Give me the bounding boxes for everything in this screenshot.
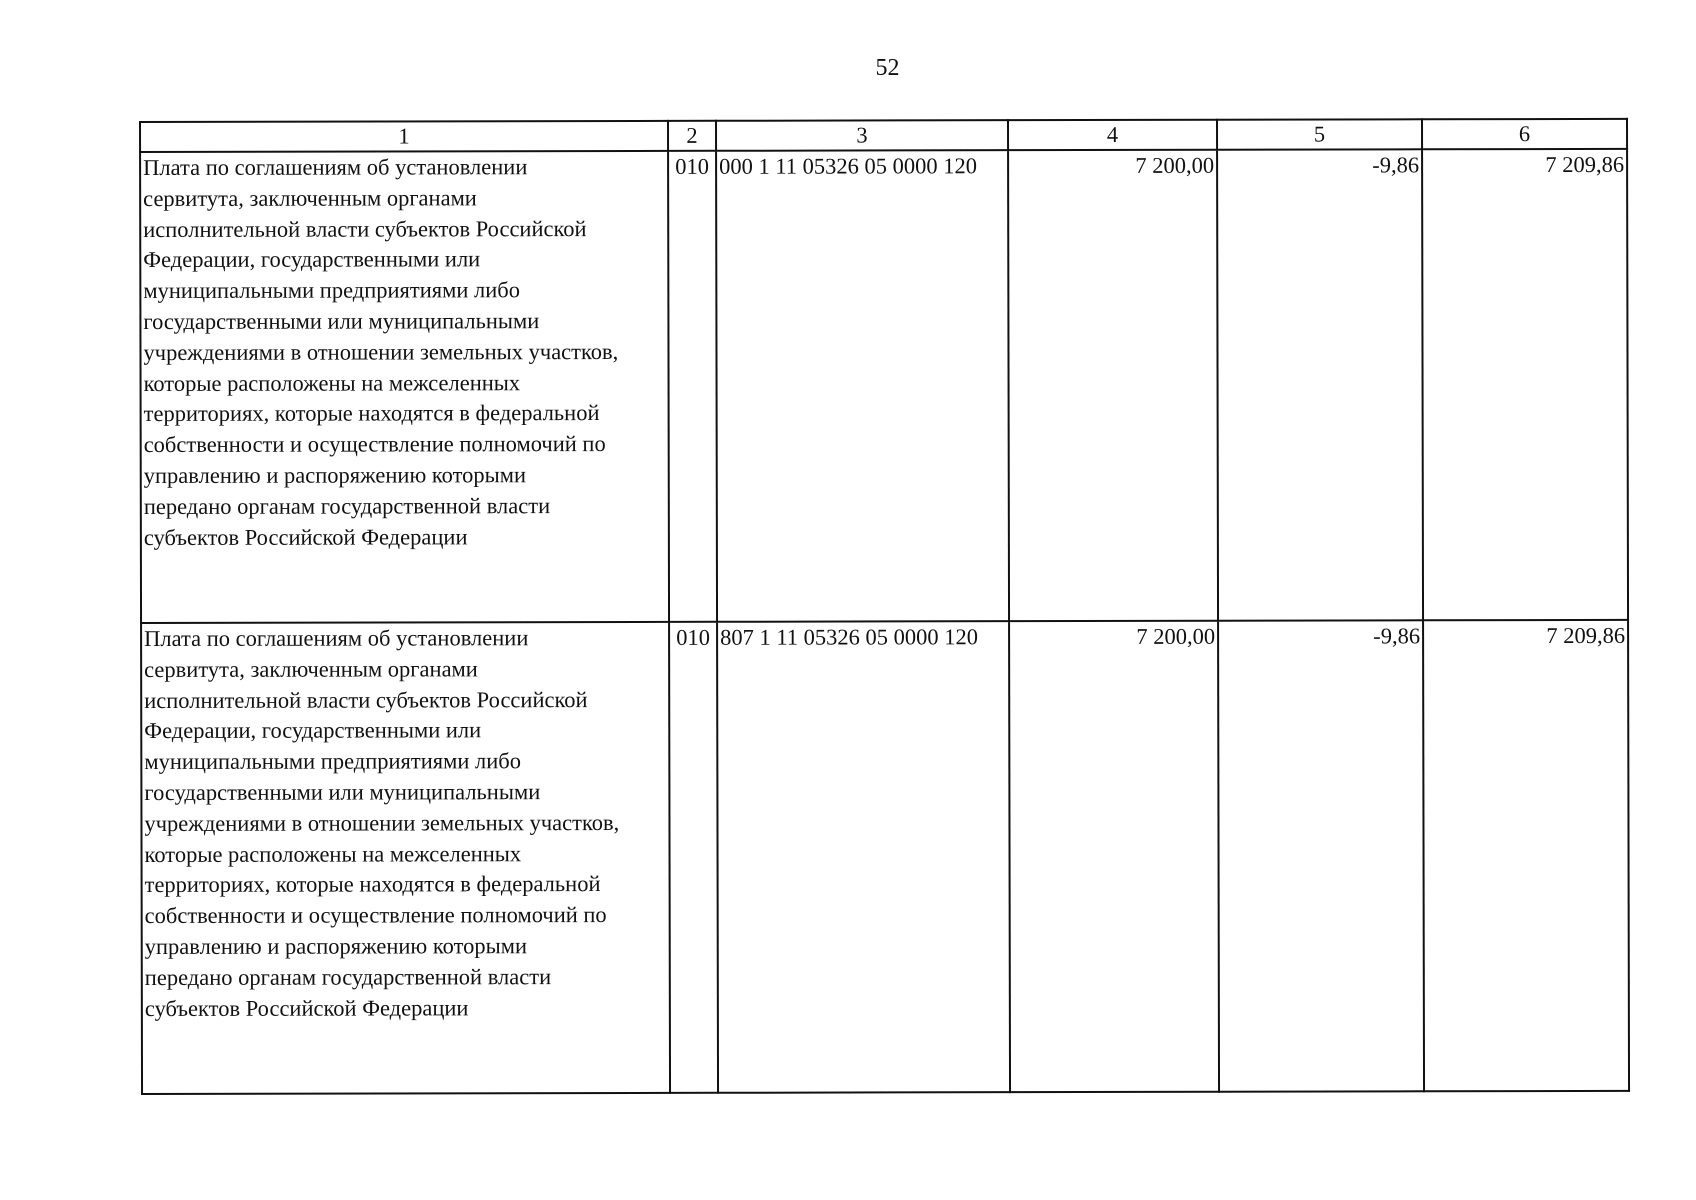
revenue-name-line: субъектов Российской Федерации — [143, 523, 468, 550]
revenue-name-line: сервитута, заключенным органами — [144, 656, 478, 682]
column-4-value-cell: 7 200,00 — [1008, 150, 1218, 621]
revenue-name-line: собственности и осуществление полномочий по — [143, 431, 606, 458]
revenue-name-line: учреждениями в отношении земельных участков, — [143, 338, 619, 365]
revenue-name-line: Плата по соглашениям об установлении — [144, 625, 529, 651]
revenue-name-line: субъектов Российской Федерации — [144, 994, 469, 1021]
admin-code-cell: 010 — [669, 622, 718, 1093]
revenue-name-line: муниципальными предприятиями либо — [144, 748, 522, 775]
revenue-name-cell — [141, 622, 670, 1094]
revenue-name-line: государственными или муниципальными — [143, 308, 540, 334]
revenue-name-line: Федерации, государственными или — [144, 717, 482, 744]
revenue-name-line: Федерации, государственными или — [143, 246, 481, 273]
revenue-name-line: управлению и распоряжению которыми — [143, 462, 527, 488]
column-6-value-cell: 7 209,86 — [1422, 149, 1628, 620]
page-number: 52 — [875, 55, 900, 81]
revenue-name-line: передано органам государственной власти — [143, 492, 551, 519]
revenue-name-line: Плата по соглашениям об установлении — [143, 154, 528, 180]
column-number-5: 5 — [1217, 119, 1422, 149]
table-row — [140, 149, 1628, 623]
revenue-name-line: сервитута, заключенным органами — [143, 185, 477, 211]
column-6-value-cell: 7 209,86 — [1423, 620, 1629, 1091]
column-5-value-cell: -9,86 — [1217, 149, 1423, 620]
revenue-name-line: собственности и осуществление полномочий по — [144, 902, 607, 929]
column-5-value-cell: -9,86 — [1218, 620, 1424, 1091]
revenue-name-line: исполнительной власти субъектов Российской — [144, 686, 588, 713]
column-number-2: 2 — [668, 121, 716, 151]
revenue-name-cell — [140, 151, 669, 623]
column-number-row — [140, 119, 1627, 152]
revenue-name-line: исполнительной власти субъектов Российской — [143, 215, 587, 242]
budget-classification-code-cell: 807 1 11 05326 05 0000 120 — [717, 621, 1010, 1093]
column-number-4: 4 — [1008, 120, 1217, 150]
column-number-1: 1 — [140, 121, 668, 152]
revenue-name-line: которые расположены на межселенных — [143, 369, 521, 396]
column-4-value-cell: 7 200,00 — [1009, 621, 1219, 1092]
revenue-name-line: передано органам государственной власти — [144, 963, 552, 990]
revenue-table — [139, 118, 1630, 1095]
revenue-name-line: управлению и распоряжению которыми — [144, 933, 528, 959]
revenue-name-line: государственными или муниципальными — [144, 779, 541, 805]
revenue-name-line: территориях, которые находятся в федеральной — [144, 871, 601, 898]
column-number-3: 3 — [716, 120, 1008, 151]
column-number-6: 6 — [1422, 119, 1627, 149]
table-row — [141, 620, 1629, 1094]
revenue-name-line: территориях, которые находятся в федеральной — [143, 400, 600, 427]
revenue-name-line: учреждениями в отношении земельных участков, — [144, 809, 620, 836]
revenue-name-line: муниципальными предприятиями либо — [143, 277, 521, 304]
budget-classification-code-cell: 000 1 11 05326 05 0000 120 — [716, 150, 1009, 622]
revenue-name-line: которые расположены на межселенных — [144, 840, 522, 867]
admin-code-cell: 010 — [668, 151, 717, 622]
